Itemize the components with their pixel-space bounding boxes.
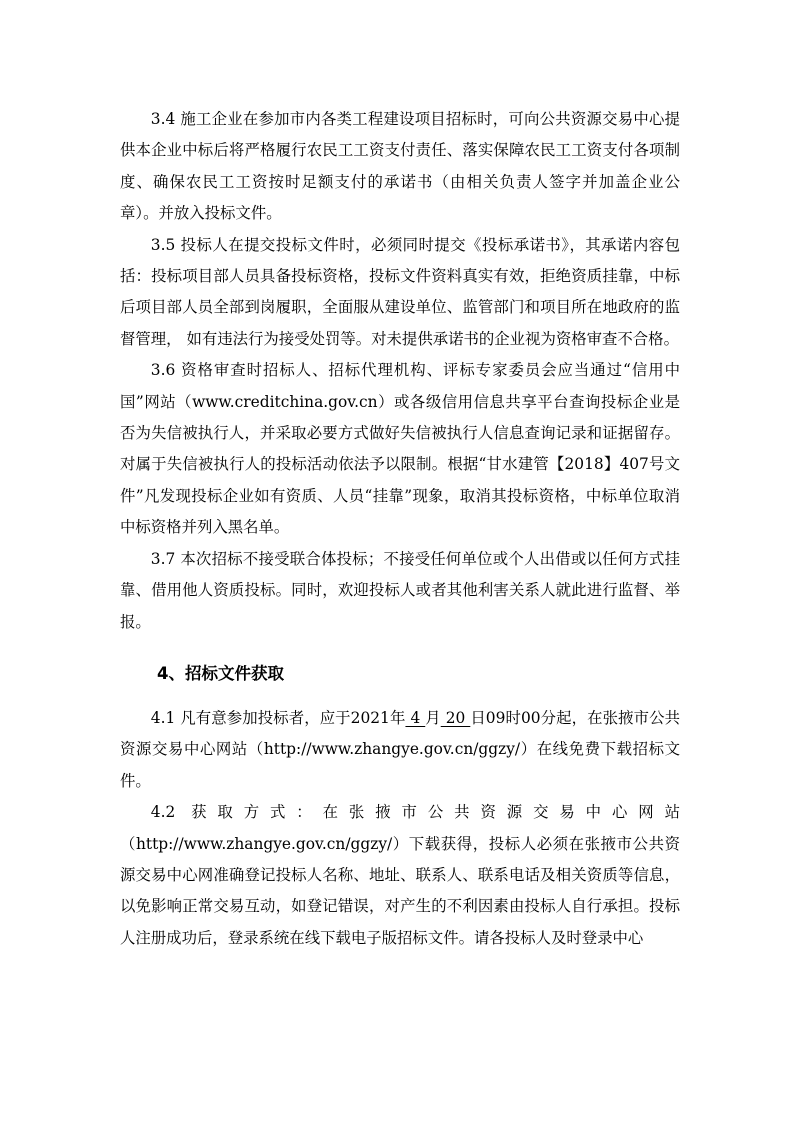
- paragraph-3-5: 3.5 投标人在提交投标文件时，必须同时提交《投标承诺书》，其承诺内容包括：投标项目部人员具备投标资格，投标文件资料真实有效，拒绝资质挂靠，中标后项目部人员全部到岗履职，全面服从建设单位、监管部门和项目所在地政府的监督管理， 如有违法行为接受处罚等。对未提供承诺书的企业视为资格审查不合格。: [120, 235, 680, 348]
- paragraph-3-4: 3.4 施工企业在参加市内各类工程建设项目招标时，可向公共资源交易中心提供本企业中标后将严格履行农民工工资支付责任、落实保障农民工工资支付各项制度、确保农民工工资按时足额支付的承诺书（由相关负责人签字并加盖企业公章）。并放入投标文件。: [120, 110, 680, 223]
- section-heading-4: 4、招标文件获取: [157, 663, 284, 683]
- paragraph-4-1-text-b: 月: [425, 708, 441, 727]
- paragraph-3-6: 3.6 资格审查时招标人、招标代理机构、评标专家委员会应当通过“信用中国”网站（www.creditchina.gov.cn）或各级信用信息共享平台查询投标企业是否为失信被执行人，并采取必要方式做好失信被执行人信息查询记录和证据留存。对属于失信被执行人的投标活动依法予以限制。根据“甘水建管【2018】407号文件”凡发现投标企业如有资质、人员“挂靠”现象，取消其投标资格，中标单位取消中标资格并列入黑名单。: [120, 361, 680, 537]
- paragraph-4-1: [120, 703, 680, 797]
- document-body: [120, 104, 680, 954]
- paragraph-4-2-first-line: 4.2 获取方式：在张掖市公共资源交易中心网站: [150, 803, 680, 822]
- month-value: 4: [405, 708, 426, 727]
- paragraph-4-1-text-c: 日09时00分起，在张掖市公共资源交易中心网站（http://www.zhangye.gov.cn/ggzy/）在线免费下载招标文件。: [120, 708, 680, 790]
- paragraph-4-1-text-a: 4.1 凡有意参加投标者，应于2021年: [150, 708, 406, 727]
- day-value: 20: [440, 708, 471, 727]
- paragraph-4-2-continued: （http://www.zhangye.gov.cn/ggzy/）下载获得，投标人必须在张掖市公共资源交易中心网准确登记投标人名称、地址、联系人、联系电话及相关资质等信息，以免影响正常交易互动，如登记错误，对产生的不利因素由投标人自行承担。投标人注册成功后，登录系统在线下载电子版招标文件。请各投标人及时登录中心: [120, 834, 680, 947]
- paragraph-3-7: 3.7 本次招标不接受联合体投标；不接受任何单位或个人出借或以任何方式挂靠、借用他人资质投标。同时，欢迎投标人或者其他利害关系人就此进行监督、举报。: [120, 549, 680, 631]
